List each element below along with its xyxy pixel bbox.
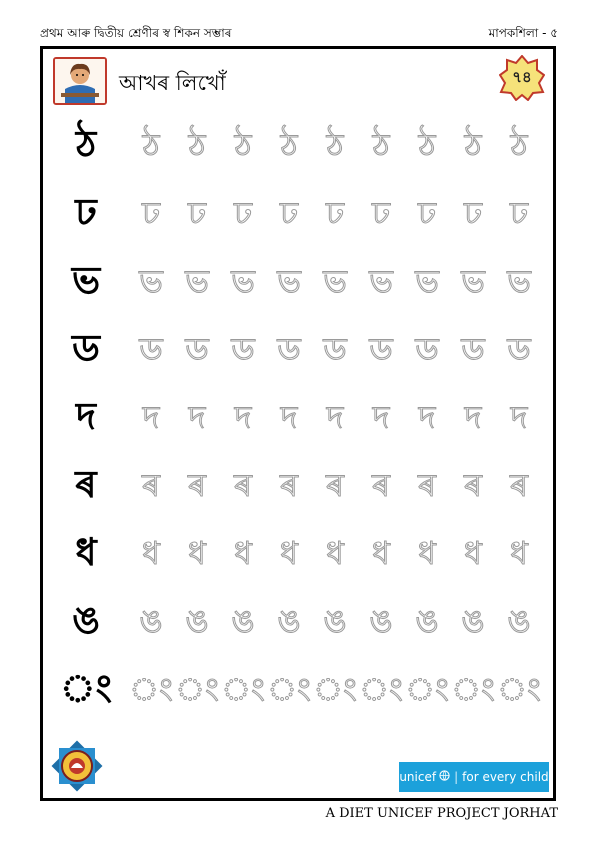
trace-letter: ঢ xyxy=(141,194,161,232)
globe-icon xyxy=(439,770,450,784)
trace-letter: দ xyxy=(142,398,160,436)
trace-letter: ধ xyxy=(418,534,436,572)
trace-letter: ং xyxy=(175,670,219,708)
trace-letter: ভ xyxy=(277,262,301,300)
divider: | xyxy=(454,770,459,784)
practice-row xyxy=(43,598,553,648)
trace-letter: ঢ xyxy=(509,194,529,232)
model-letter: ড xyxy=(72,326,100,370)
trace-letter: ধ xyxy=(188,534,206,572)
trace-letter: ঙ xyxy=(461,602,485,640)
model-letter: ঠ xyxy=(75,122,97,166)
page-number-badge-icon xyxy=(499,55,545,101)
trace-letter: ভ xyxy=(323,262,347,300)
practice-row xyxy=(43,258,553,308)
practice-row xyxy=(43,122,553,172)
trace-letters xyxy=(128,324,542,378)
trace-letter: ঙ xyxy=(415,602,439,640)
trace-letter: ঢ xyxy=(417,194,437,232)
trace-letter: ড xyxy=(277,330,301,368)
trace-letters xyxy=(128,120,542,174)
trace-letter: ং xyxy=(129,670,173,708)
trace-letter: ভ xyxy=(231,262,255,300)
trace-letter: ভ xyxy=(369,262,393,300)
trace-letters xyxy=(128,596,542,650)
trace-letter: ঠ xyxy=(418,126,436,164)
trace-letter: দ xyxy=(326,398,344,436)
page-number: ৭৪ xyxy=(512,67,532,86)
trace-letter: ৰ xyxy=(325,466,345,504)
trace-letter: ঠ xyxy=(188,126,206,164)
worksheet-frame xyxy=(40,46,556,801)
trace-letter: ঙ xyxy=(231,602,255,640)
trace-letter: ঠ xyxy=(142,126,160,164)
project-credit: A DIET UNICEF PROJECT JORHAT xyxy=(325,806,558,821)
trace-letter: ড xyxy=(461,330,485,368)
trace-letter: ং xyxy=(451,670,495,708)
trace-letter: ভ xyxy=(139,262,163,300)
trace-letters xyxy=(128,460,542,514)
model-letter: ং xyxy=(60,666,112,710)
trace-letters xyxy=(128,664,542,718)
trace-letter: ভ xyxy=(185,262,209,300)
practice-row xyxy=(43,394,553,444)
trace-letter: ধ xyxy=(464,534,482,572)
trace-letter: ঠ xyxy=(326,126,344,164)
trace-letter: ড xyxy=(415,330,439,368)
child-writing-illustration-icon xyxy=(53,57,107,105)
trace-letter: ৰ xyxy=(279,466,299,504)
trace-letter: ঢ xyxy=(325,194,345,232)
trace-letter: ঢ xyxy=(187,194,207,232)
trace-letter: ং xyxy=(359,670,403,708)
model-letter: ঙ xyxy=(72,598,100,642)
trace-letter: দ xyxy=(234,398,252,436)
trace-letter: ঠ xyxy=(234,126,252,164)
trace-letter: ভ xyxy=(461,262,485,300)
trace-letter: ৰ xyxy=(141,466,161,504)
trace-letter: ভ xyxy=(415,262,439,300)
trace-letter: ঠ xyxy=(510,126,528,164)
trace-letter: ধ xyxy=(142,534,160,572)
practice-row xyxy=(43,666,553,716)
trace-letter: দ xyxy=(510,398,528,436)
trace-letter: ড xyxy=(323,330,347,368)
trace-letter: দ xyxy=(418,398,436,436)
trace-letters xyxy=(128,188,542,242)
model-letter: ৰ xyxy=(75,462,97,506)
trace-letter: দ xyxy=(188,398,206,436)
trace-letter: ধ xyxy=(234,534,252,572)
trace-letter: ৰ xyxy=(463,466,483,504)
trace-letter: ং xyxy=(497,670,541,708)
practice-row xyxy=(43,190,553,240)
trace-letters xyxy=(128,392,542,446)
practice-row xyxy=(43,462,553,512)
practice-row xyxy=(43,530,553,580)
trace-letter: ঙ xyxy=(277,602,301,640)
model-letter: ঢ xyxy=(75,190,97,234)
trace-letter: ড xyxy=(369,330,393,368)
model-letter: ভ xyxy=(71,258,101,302)
trace-letters xyxy=(128,528,542,582)
diet-emblem-logo-icon xyxy=(49,738,105,794)
trace-letter: ৰ xyxy=(509,466,529,504)
trace-letters xyxy=(128,256,542,310)
header-volume-label: মাপকশিলা - ৫ xyxy=(488,26,558,40)
trace-letter: দ xyxy=(464,398,482,436)
trace-letter: ভ xyxy=(507,262,531,300)
unicef-tagline: for every child xyxy=(462,770,549,784)
trace-letter: ঠ xyxy=(372,126,390,164)
trace-letter: দ xyxy=(280,398,298,436)
trace-letter: ঙ xyxy=(507,602,531,640)
trace-letter: ধ xyxy=(510,534,528,572)
trace-letter: ং xyxy=(405,670,449,708)
trace-letter: ৰ xyxy=(371,466,391,504)
trace-letter: ঠ xyxy=(280,126,298,164)
trace-letter: ঢ xyxy=(371,194,391,232)
page-header xyxy=(40,24,558,46)
worksheet-title: আখৰ লিখোঁ xyxy=(119,71,226,95)
trace-letter: ঢ xyxy=(463,194,483,232)
trace-letter: ধ xyxy=(326,534,344,572)
trace-letter: ঠ xyxy=(464,126,482,164)
unicef-brand: unicef xyxy=(399,770,437,784)
trace-letter: ড xyxy=(507,330,531,368)
trace-letter: ড xyxy=(139,330,163,368)
trace-letter: ঢ xyxy=(279,194,299,232)
trace-letter: ঙ xyxy=(323,602,347,640)
trace-letter: ঙ xyxy=(185,602,209,640)
trace-letter: ং xyxy=(267,670,311,708)
trace-letter: ং xyxy=(221,670,265,708)
practice-row xyxy=(43,326,553,376)
trace-letter: ড xyxy=(185,330,209,368)
model-letter: দ xyxy=(76,394,96,438)
trace-letter: ড xyxy=(231,330,255,368)
trace-letter: ৰ xyxy=(187,466,207,504)
model-letter: ধ xyxy=(75,530,97,574)
header-series-title: প্ৰথম আৰু দ্বিতীয় শ্ৰেণীৰ স্ব শিকন সম্ভাৰ xyxy=(40,26,232,40)
unicef-logo-icon xyxy=(399,762,549,792)
trace-letter: ধ xyxy=(280,534,298,572)
trace-letter: ৰ xyxy=(417,466,437,504)
trace-letter: ং xyxy=(313,670,357,708)
trace-letter: ৰ xyxy=(233,466,253,504)
trace-letter: ধ xyxy=(372,534,390,572)
trace-letter: ঢ xyxy=(233,194,253,232)
trace-letter: ঙ xyxy=(369,602,393,640)
trace-letter: ঙ xyxy=(139,602,163,640)
trace-letter: দ xyxy=(372,398,390,436)
